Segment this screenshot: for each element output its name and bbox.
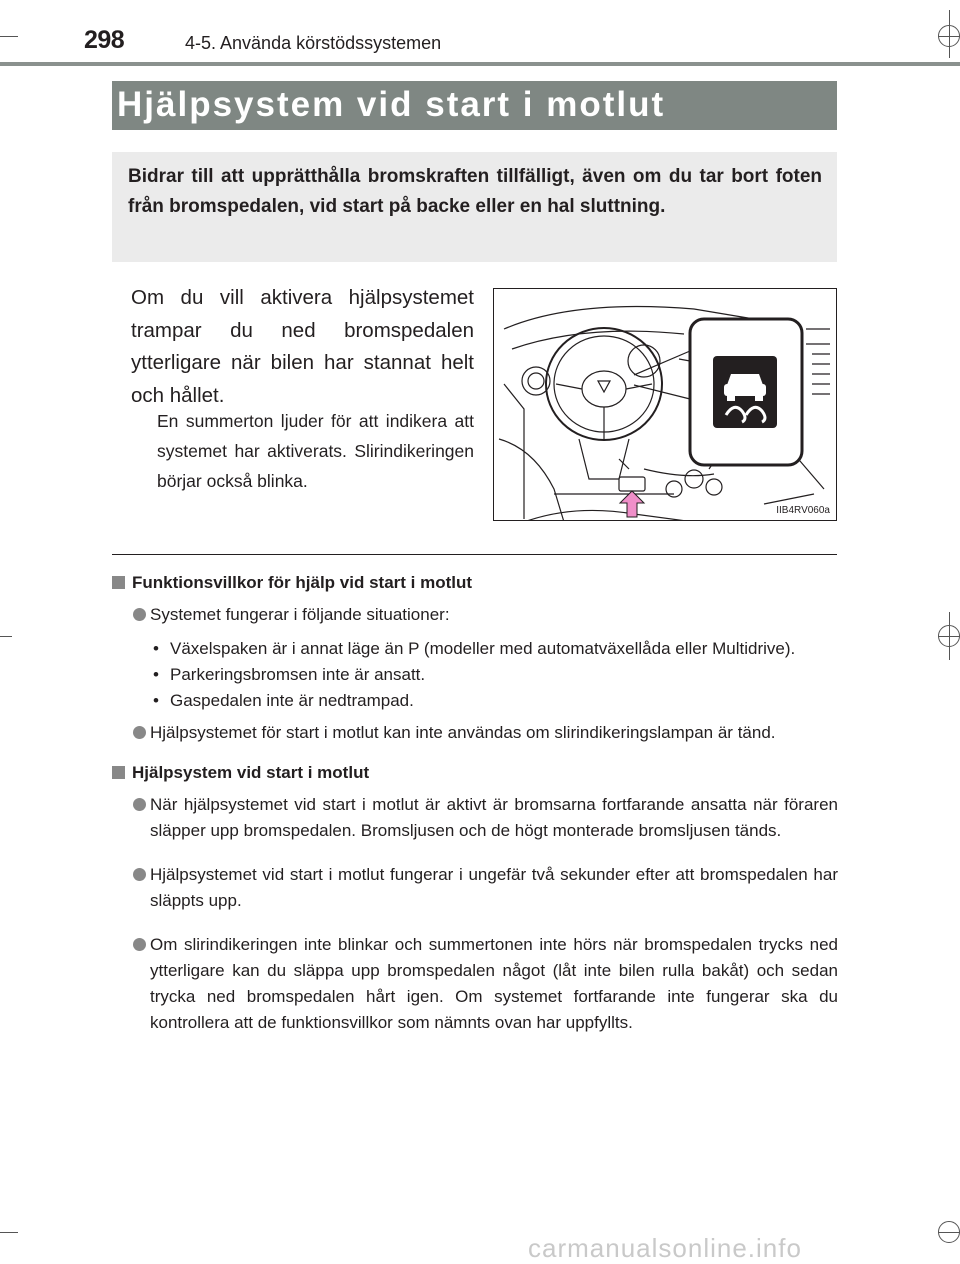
sub-list-item: • Parkeringsbromsen inte är ansatt.	[153, 665, 426, 684]
content-area	[112, 570, 838, 1036]
circle-bullet-icon	[133, 798, 146, 811]
crop-mark	[949, 612, 950, 660]
sub-list-item: • Växelspaken är i annat läge än P (modeller med automatväxellåda eller Multidrive).	[153, 639, 796, 658]
square-bullet-icon	[112, 766, 125, 779]
list-item: Om slirindikeringen inte blinkar och summertonen inte hörs när bromspedalen trycks ned ytterligare kan du släppa upp bromspedalen något (låt inte bilen rulla bakåt) och sedan trycka ned bromspedalen hårt igen. Om systemet fortfarande inte fungerar ska du kontrollera att de funktionsvillkor som nämnts ovan har uppfyllts.	[112, 932, 838, 1036]
header-rule	[0, 62, 960, 66]
section-heading: Hjälpsystem vid start i motlut	[112, 760, 838, 786]
square-bullet-icon	[112, 576, 125, 589]
slip-indicator-icon	[713, 356, 777, 428]
intro-text: Bidrar till att upprätthålla bromskraften tillfälligt, även om du tar bort foten från bromspedalen, vid start på backe eller en hal sluttning.	[128, 166, 822, 217]
section-divider	[112, 554, 837, 555]
page-number: 298	[84, 26, 125, 54]
circle-bullet-icon	[133, 938, 146, 951]
circle-bullet-icon	[133, 868, 146, 881]
pink-arrow	[620, 491, 644, 517]
list-item: Systemet fungerar i följande situationer:	[112, 602, 838, 628]
crop-mark	[949, 10, 950, 58]
section-heading: Funktionsvillkor för hjälp vid start i motlut	[112, 570, 838, 596]
circle-bullet-icon	[133, 608, 146, 621]
crop-mark	[0, 36, 18, 37]
crop-mark	[0, 1232, 18, 1233]
section-title: 4-5. Använda körstödssystemen	[185, 33, 442, 53]
illustration-code: IIB4RV060a	[776, 505, 830, 516]
crop-mark	[0, 636, 12, 637]
dashboard-drawing	[494, 289, 837, 521]
main-paragraph: Om du vill aktivera hjälpsystemet trampar du ned bromspedalen ytterligare när bilen har stannat helt och hållet.	[131, 286, 474, 407]
illustration	[493, 288, 837, 521]
registration-mark	[938, 1221, 960, 1243]
page-title: Hjälpsystem vid start i motlut	[117, 85, 666, 124]
watermark: carmanualsonline.info	[528, 1233, 802, 1263]
list-item: Hjälpsystemet för start i motlut kan inte användas om slirindikeringslampan är tänd.	[112, 720, 838, 746]
sub-list-item: • Gaspedalen inte är nedtrampad.	[153, 691, 414, 710]
sub-paragraph: En summerton ljuder för att indikera att systemet har aktiverats. Slirindikeringen börjar också blinka.	[157, 411, 474, 491]
list-item: Hjälpsystemet vid start i motlut fungerar i ungefär två sekunder efter att bromspedalen har släppts upp.	[112, 862, 838, 914]
list-item: När hjälpsystemet vid start i motlut är aktivt är bromsarna fortfarande ansatta när föraren släpper upp bromspedalen. Bromsljusen och de högt monterade bromsljusen tänds.	[112, 792, 838, 844]
circle-bullet-icon	[133, 726, 146, 739]
